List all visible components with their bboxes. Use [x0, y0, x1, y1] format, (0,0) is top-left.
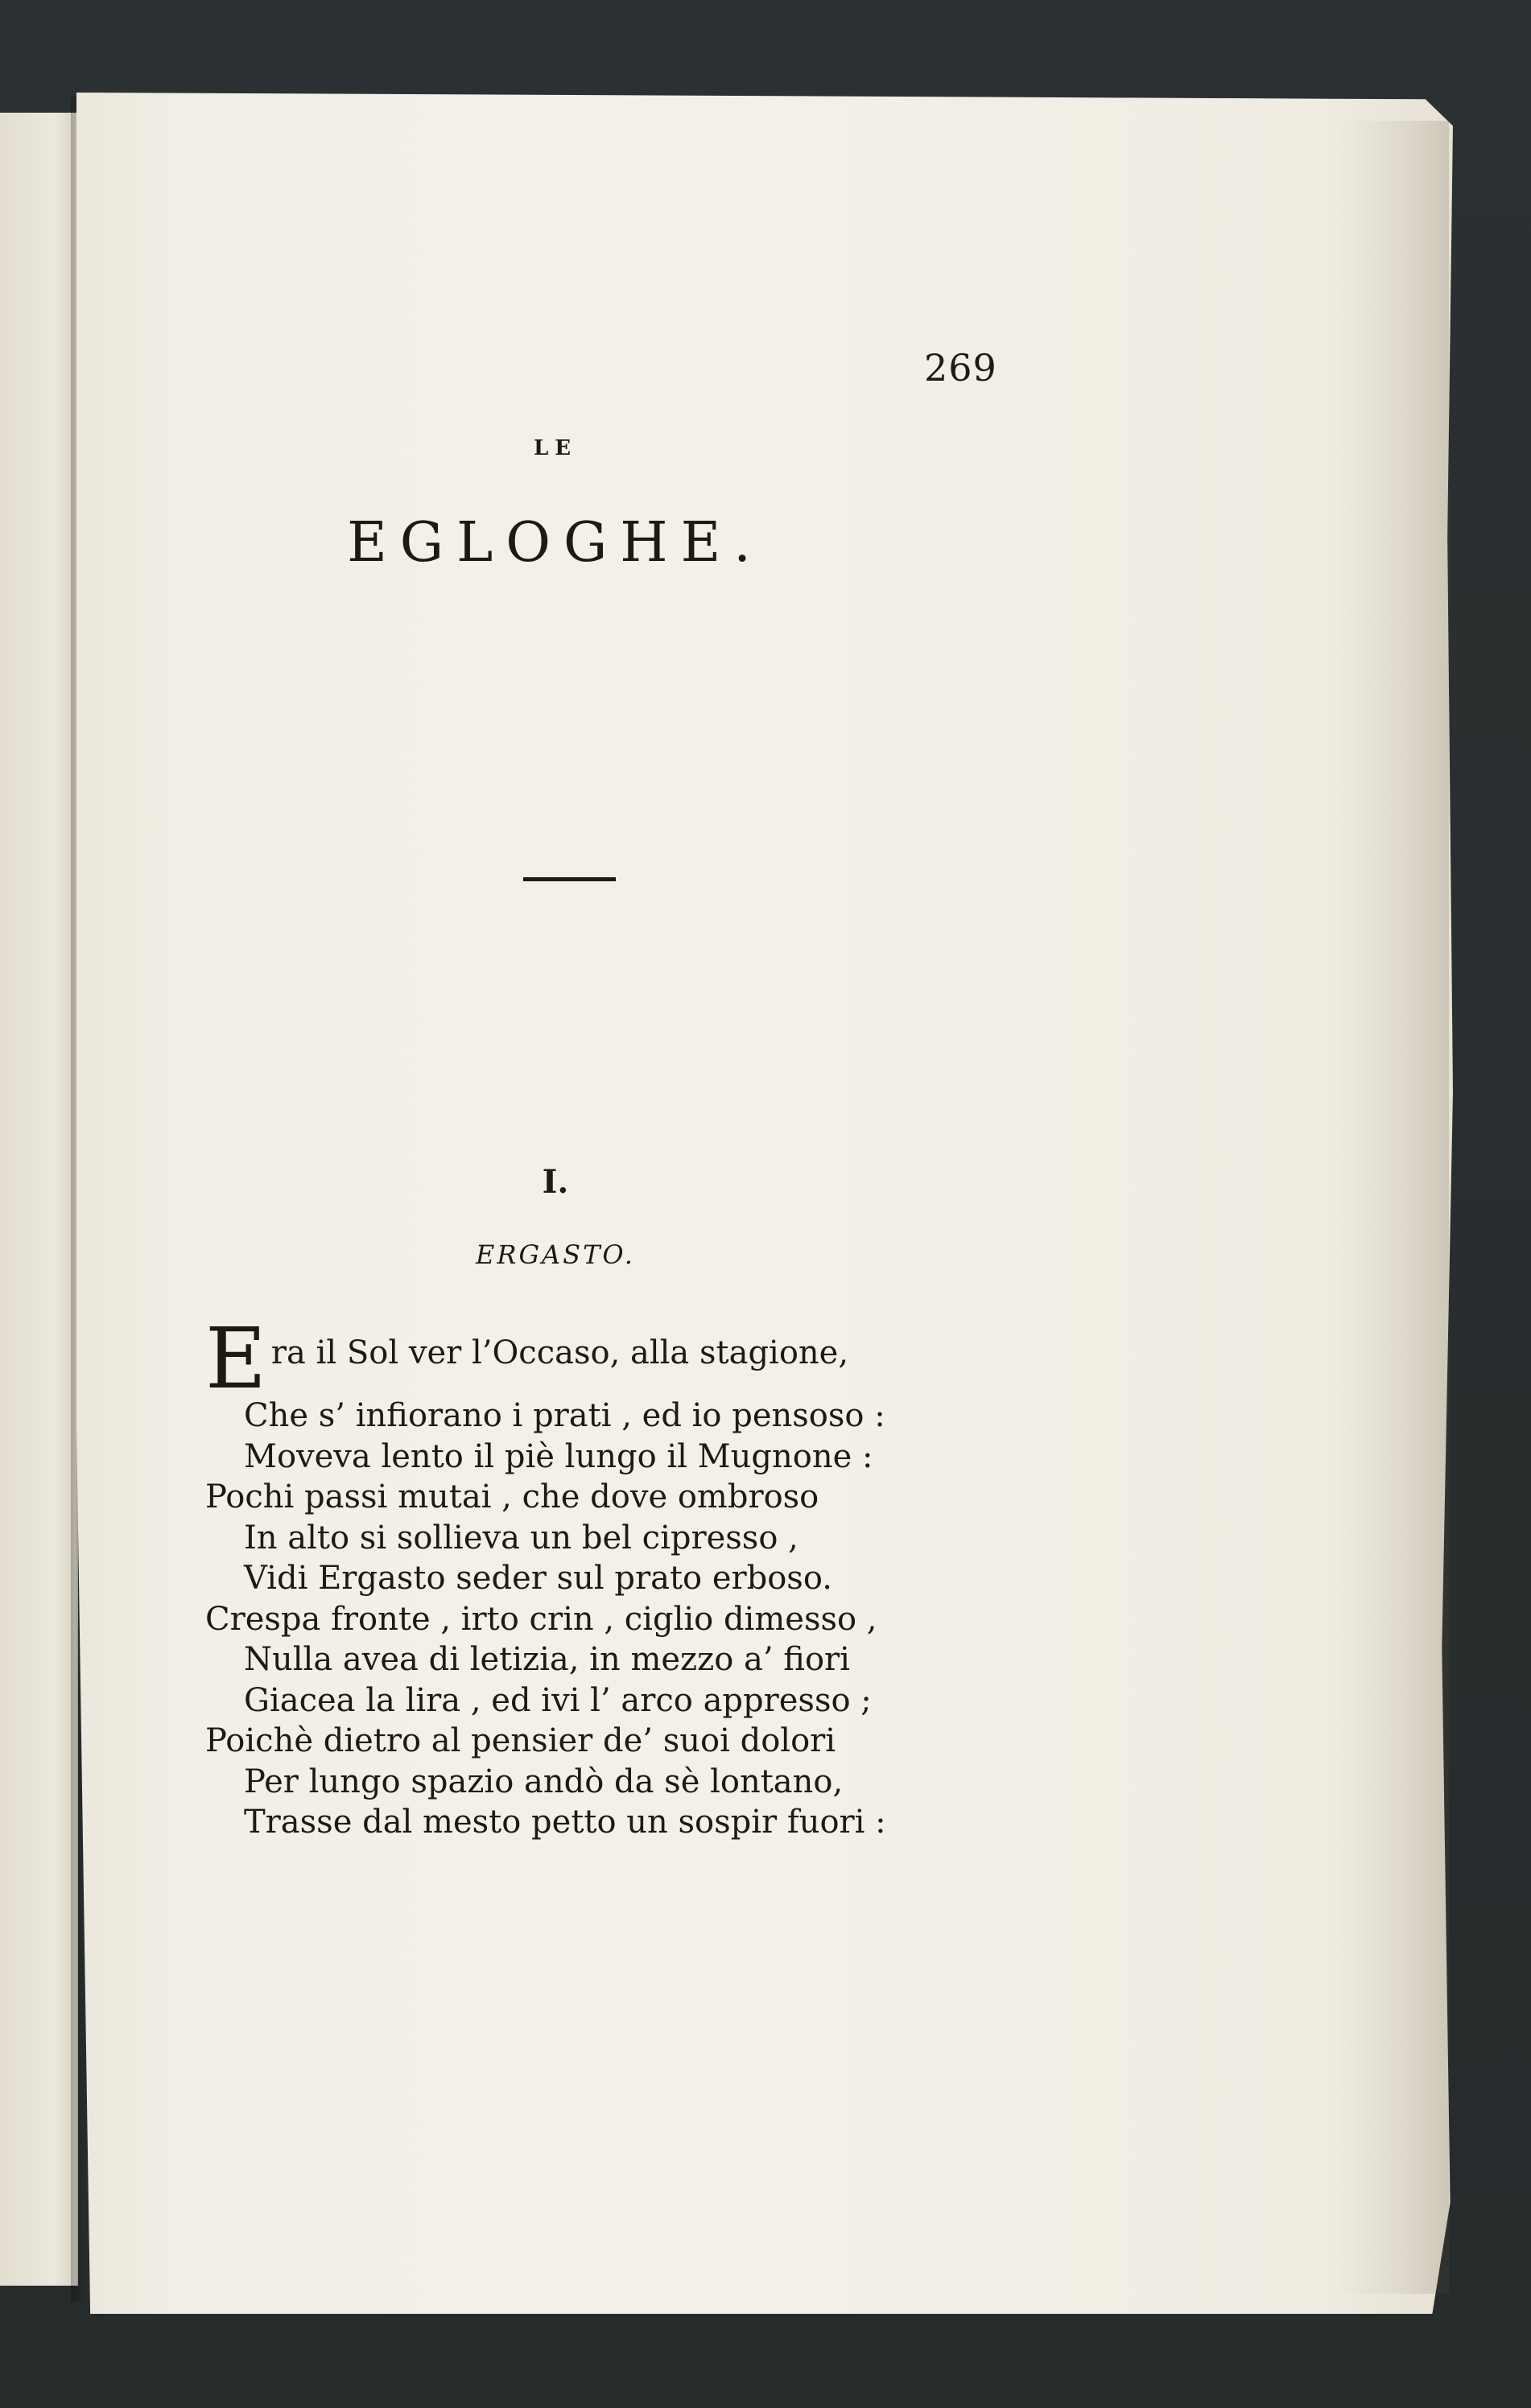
poem-line: Per lungo spazio andò da sè lontano, [244, 1763, 844, 1800]
eclogue-number: I. [542, 1163, 569, 1201]
poem-line: Che s’ infiorano i prati , ed io pensoso : [244, 1397, 885, 1434]
book-page [76, 93, 1453, 2314]
section-title: EGLOGHE. [347, 511, 764, 575]
poem-line: Trasse dal mesto petto un sospir fuori : [244, 1804, 886, 1841]
poem-line: ra il Sol ver l’Occaso, alla stagione, [270, 1334, 849, 1371]
poem-lines [205, 1396, 1091, 1843]
poem-line: Giacea la lira , ed ivi l’ arco appresso ; [244, 1681, 872, 1719]
section-label: LE [533, 436, 578, 460]
poem-line: Vidi Ergasto seder sul prato erboso. [244, 1560, 832, 1597]
decorative-rule [523, 877, 616, 881]
page-edge-shading [1336, 121, 1449, 2294]
poem-line: In alto si sollieva un bel cipresso , [244, 1519, 799, 1557]
speaker-name: ERGASTO. [476, 1239, 635, 1270]
poem-line: Crespa fronte , irto crin , ciglio dimesso , [205, 1600, 877, 1638]
poem-line: Moveva lento il piè lungo il Mugnone : [244, 1437, 873, 1475]
poem-text [205, 1309, 1091, 1843]
page-number: 269 [924, 346, 997, 390]
poem-line: Pochi passi mutai , che dove ombroso [205, 1478, 819, 1515]
poem-line: Poichè dietro al pensier de’ suoi dolori [205, 1722, 836, 1759]
poem-line: Nulla avea di letizia, in mezzo a’ fiori [244, 1641, 850, 1678]
drop-cap: E [205, 1309, 266, 1408]
